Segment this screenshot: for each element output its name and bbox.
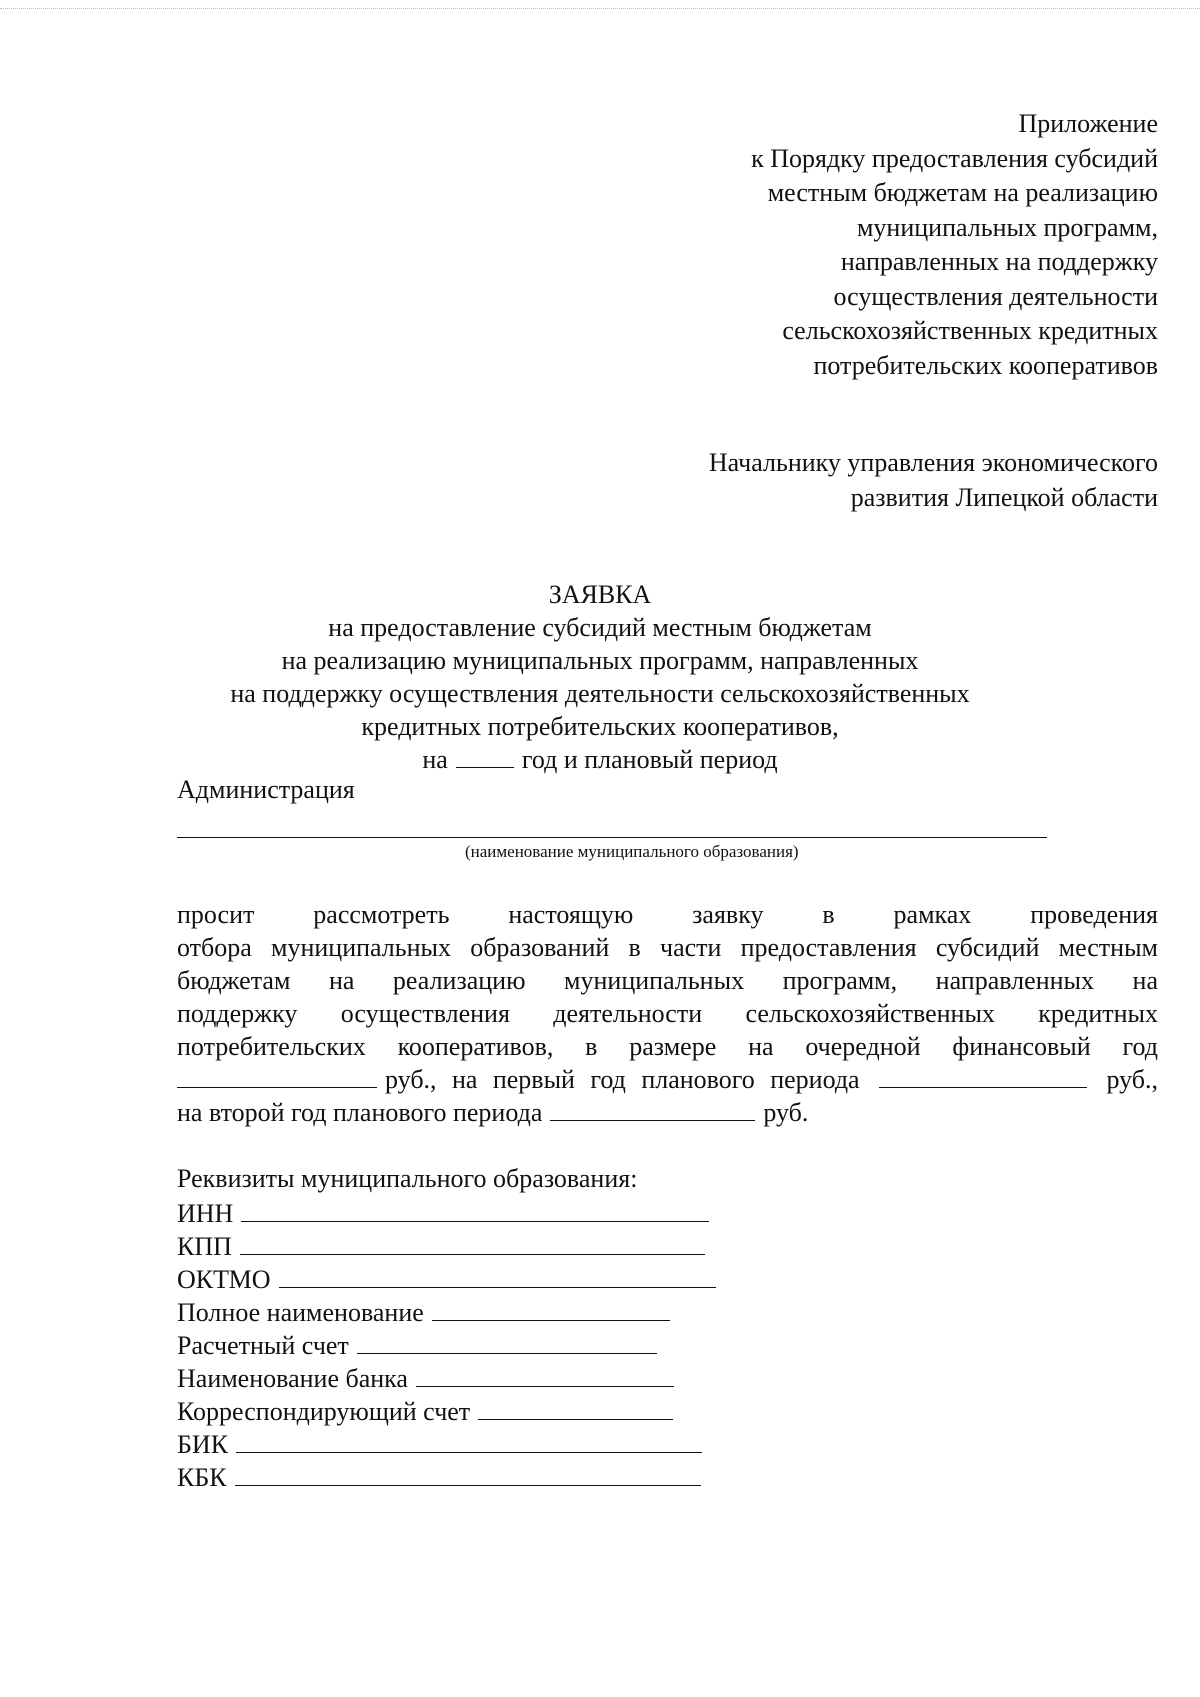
request-line: бюджетам на реализацию муниципальных программ, направленных на xyxy=(177,966,1158,995)
requisite-label: ОКТМО xyxy=(177,1265,271,1294)
request-line: поддержку осуществления деятельности сельскохозяйственных кредитных xyxy=(177,999,1158,1028)
application-title xyxy=(0,578,1200,776)
municipality-name-blank[interactable] xyxy=(177,837,1047,838)
amount-line-2-prefix: на второй год планового периода xyxy=(177,1098,543,1127)
year-suffix: год и плановый период xyxy=(521,745,778,774)
next-year-amount-blank[interactable] xyxy=(177,1087,377,1088)
appendix-line: местным бюджетам на реализацию xyxy=(767,178,1158,207)
account-blank[interactable] xyxy=(357,1353,657,1354)
amount-line xyxy=(177,1096,1158,1129)
amount-line-2-unit: руб. xyxy=(763,1098,809,1127)
appendix-line: Приложение xyxy=(1018,109,1158,138)
requisite-row-full-name xyxy=(177,1296,674,1329)
appendix-line: направленных на поддержку xyxy=(840,247,1158,276)
title-heading: ЗАЯВКА xyxy=(548,580,652,609)
title-year-line xyxy=(0,743,1200,776)
requisite-label: Расчетный счет xyxy=(177,1331,349,1360)
request-paragraph xyxy=(177,898,1158,1129)
requisite-label: Корреспондирующий счет xyxy=(177,1397,471,1426)
requisite-row-inn xyxy=(177,1197,713,1230)
inn-blank[interactable] xyxy=(241,1221,709,1222)
year-prefix: на xyxy=(422,745,448,774)
municipality-caption: (наименование муниципального образования) xyxy=(465,842,799,861)
full-name-blank[interactable] xyxy=(432,1320,670,1321)
year-blank[interactable] xyxy=(456,767,514,768)
amount-line-1-text: руб., на первый год планового периода xyxy=(385,1065,860,1094)
addressee-line: развития Липецкой области xyxy=(850,482,1158,512)
first-plan-year-amount-blank[interactable] xyxy=(879,1087,1087,1088)
kbk-blank[interactable] xyxy=(235,1485,701,1486)
second-plan-year-amount-blank[interactable] xyxy=(550,1120,755,1121)
requisite-label: КПП xyxy=(177,1232,232,1261)
appendix-block xyxy=(751,107,1158,383)
requisite-row-bik xyxy=(177,1428,706,1461)
bank-name-blank[interactable] xyxy=(416,1386,674,1387)
requisite-label: ИНН xyxy=(177,1199,234,1228)
administration-label: Администрация xyxy=(177,775,355,804)
requisite-label: Наименование банка xyxy=(177,1364,408,1393)
requisite-row-oktmo xyxy=(177,1263,720,1296)
requisite-row-corr-account xyxy=(177,1395,677,1428)
requisite-label: КБК xyxy=(177,1463,227,1492)
request-line: просит рассмотреть настоящую заявку в рамках проведения xyxy=(177,900,1158,929)
request-line: отбора муниципальных образований в части предоставления субсидий местным xyxy=(177,933,1158,962)
appendix-line: сельскохозяйственных кредитных xyxy=(782,316,1158,345)
requisite-row-bank xyxy=(177,1362,678,1395)
request-line: потребительских кооперативов, в размере на очередной финансовый год xyxy=(177,1032,1158,1061)
title-line: на реализацию муниципальных программ, направленных xyxy=(281,646,919,675)
requisite-row-kbk xyxy=(177,1461,705,1494)
bik-blank[interactable] xyxy=(236,1452,702,1453)
requisite-row-kpp xyxy=(177,1230,709,1263)
scan-edge-line xyxy=(0,8,1200,9)
requisite-label: Полное наименование xyxy=(177,1298,424,1327)
amount-unit: руб., xyxy=(1106,1065,1159,1094)
appendix-line: муниципальных программ, xyxy=(856,212,1158,242)
title-line: кредитных потребительских кооперативов, xyxy=(361,712,839,741)
requisite-label: БИК xyxy=(177,1430,229,1459)
amount-line xyxy=(177,1063,1158,1096)
oktmo-blank[interactable] xyxy=(279,1287,716,1288)
title-line: на поддержку осуществления деятельности сельскохозяйственных xyxy=(230,679,970,708)
appendix-line: потребительских кооперативов xyxy=(813,350,1158,380)
title-line: на предоставление субсидий местным бюджетам xyxy=(328,613,872,642)
corr-account-blank[interactable] xyxy=(478,1419,673,1420)
requisites-heading: Реквизиты муниципального образования: xyxy=(177,1164,638,1193)
appendix-line: к Порядку предоставления субсидий xyxy=(751,143,1158,173)
kpp-blank[interactable] xyxy=(240,1254,705,1255)
addressee-block xyxy=(709,446,1158,515)
appendix-line: осуществления деятельности xyxy=(833,281,1158,311)
addressee-line: Начальнику управления экономического xyxy=(708,448,1158,477)
requisite-row-account xyxy=(177,1329,661,1362)
